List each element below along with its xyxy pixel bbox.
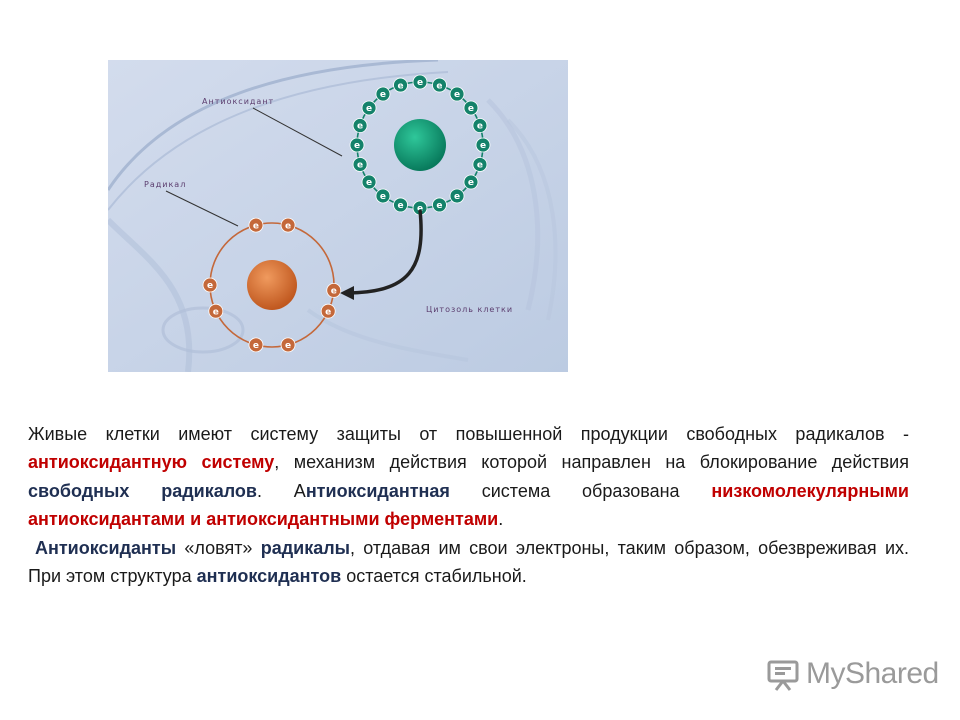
cytosol-label: Цитозоль клетки [426,305,514,314]
paragraph-2 [28,534,909,591]
text-segment: , механизм действия которой направлен на блокирование действия [274,452,909,473]
highlight-antioxidants: Антиоксиданты [35,537,177,558]
antioxidant-nucleus [394,119,446,171]
antioxidant-electron-symbol: e [365,178,373,189]
text-segment: . [498,509,504,530]
text-segment: «ловят» [176,537,261,558]
presentation-board-icon [766,657,800,691]
text-segment: . А [256,480,306,501]
antioxidant-electron-symbol: e [479,141,487,152]
radical-electron-symbol: e [325,307,332,318]
antioxidant-electron-symbol: e [379,90,387,101]
antioxidant-electron-symbol: e [476,121,483,132]
highlight-radicals: радикалы [260,537,351,558]
antioxidant-electron-symbol: e [436,81,443,92]
highlight-antioxidant-system: антиоксидантную систему [28,452,275,473]
myshared-watermark [766,656,939,692]
radical-electron-symbol: e [252,221,260,232]
text-segment: Живые клетки имеют систему защиты от повышенной продукции свободных радикалов - [28,424,909,444]
highlight-antioxidant: нтиоксидантная [305,480,450,501]
highlight-free-radicals: свободных радикалов [28,480,257,501]
radical-electron-symbol: e [252,341,260,352]
highlight-low-molecular-antioxidants: низкомолекулярными антиоксидантами и антиоксидантными ферментами [28,480,909,530]
text-segment: система образована [449,480,712,501]
radical-label: Радикал [144,180,187,189]
radical-nucleus [247,260,297,310]
diagram-svg [108,60,568,372]
radical-electron-symbol: e [284,341,292,352]
antioxidant-electron-symbol: e [379,192,387,203]
radical-electron-symbol: e [206,281,214,292]
antioxidant-electron-symbol: e [436,201,443,212]
antioxidant-electron-symbol: e [467,104,475,115]
antioxidant-electron-symbol: e [453,192,461,203]
watermark-text: MyShared [806,657,939,690]
text-segment: остается стабильной. [341,566,527,587]
antioxidant-radical-diagram [108,60,568,372]
antioxidant-electron-symbol: e [416,78,424,89]
antioxidant-electron-symbol: e [397,201,404,212]
radical-electron-symbol: e [284,221,292,232]
antioxidant-electron-symbol: e [365,104,373,115]
text-segment: , отдавая им свои электроны, таким образом, обезвреживая их. При этом структура [28,537,910,587]
antioxidant-electron-symbol: e [453,90,461,101]
cell-background [108,60,568,372]
antioxidant-electron-symbol: e [357,121,364,132]
description-text [28,420,909,590]
antioxidant-electron-symbol: e [397,81,404,92]
antioxidant-label: Антиоксидант [202,97,275,106]
radical-electron-symbol: e [330,286,337,297]
paragraph-1 [28,420,909,534]
antioxidant-electron-symbol: e [416,204,424,215]
highlight-antioxidants-2: антиоксидантов [196,566,342,587]
antioxidant-electron-symbol: e [357,160,364,171]
antioxidant-electron-symbol: e [476,160,483,171]
radical-electron-symbol: e [212,307,219,318]
antioxidant-electron-symbol: e [467,178,475,189]
antioxidant-electron-symbol: e [353,141,361,152]
